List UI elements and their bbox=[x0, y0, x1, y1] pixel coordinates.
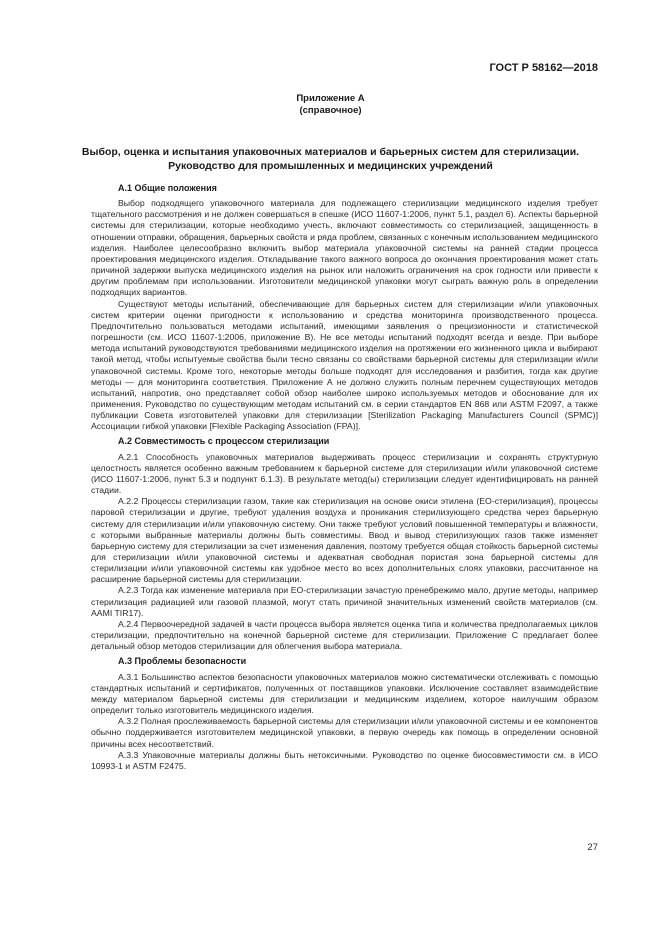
page-number: 27 bbox=[587, 842, 598, 853]
paragraph: А.3.3 Упаковочные материалы должны быть нетоксичными. Руководство по оценке биосовместимости см. в ИСО 10993-1 и ASTM F2475. bbox=[91, 749, 598, 771]
paragraph: А.2.3 Тогда как изменение материала при ЕО-стерилизации зачастую пренебрежимо мало, другие методы, например стерилизация радиацией или газовой плазмой, могут стать причиной значительных изменений свойств материалов (см. AAMI TIR17). bbox=[91, 585, 598, 618]
paragraph: А.3.2 Полная прослеживаемость барьерной системы для стерилизации и/или упаковочной системы и ее компонентов обычно поддерживается изготовителем медицинской упаковки, в первую очередь как помощь в определении основной причины всех несоответствий. bbox=[91, 716, 598, 749]
paragraph: А.3.1 Большинство аспектов безопасности упаковочных материалов можно систематически отслеживать с помощью стандартных испытаний и сертификатов, полученных от поставщиков упаковки. Исключение составляет взаимодействие между материалом барьерной системы для стерилизации и медицинским изделием, которое наилучшим образом определит только изготовитель медицинского изделия. bbox=[91, 671, 598, 716]
document-title-line-2: Руководство для промышленных и медицинских учреждений bbox=[168, 160, 493, 172]
section-heading: А.3 Проблемы безопасности bbox=[118, 656, 247, 667]
document-title bbox=[64, 145, 597, 173]
paragraph: Выбор подходящего упаковочного материала для подлежащего стерилизации медицинского изделия требует тщательного рассмотрения и не должен совершаться в спешке (ИСО 11607-1:2006, пункт 5.1, раздел 6). Аспекты барьерной системы для стерилизации, которые необходимо учесть, включают совместимость со стерилизацией, защищенность в отношении отправки, обращения, барьерных свойств и ряда проблем, связанных с конечным использованием медицинского изделия. Наиболее целесообразно включить выбор материала упаковочной системы на ранней стадии процесса проектирования медицинского изделия. Откладывание такого важного вопроса до окончания проектирования может стать причиной задержки выпуска медицинского изделия на рынок или наложить ограничения на срок годности или привести к другим проблемам при использовании. Изготовители медицинской упаковки могут сыграть важную роль в определении подходящих вариантов. bbox=[91, 198, 598, 298]
section-a3 bbox=[91, 656, 598, 772]
paragraph: А.2.4 Первоочередной задачей в части процесса выбора является оценка типа и количества предполагаемых циклов стерилизации, предпочтительно на конечной барьерной системе для стерилизации. Приложение С предлагает более детальный обзор методов стерилизации для облегчения выбора материала. bbox=[91, 618, 598, 652]
paragraph: Существуют методы испытаний, обеспечивающие для барьерных систем для стерилизации и/или упаковочных систем критерии оценки пригодности к использованию и средства мониторинга производственного процесса. Предпочтительно пользоваться методами испытаний, имеющими заявления о прецизионности и статистической погрешности (см. ИСО 11607-1:2006, приложение В). Не все методы испытаний подходят всегда и везде. При выборе метода испытаний руководствуются требованиями медицинского изделия на протяжении его жизненного цикла и выбирают такой метод, чтобы испытуемые свойства были тесно связаны со свойствами барьерной системы для стерилизации и/или упаковочной системы. Кроме того, некоторые методы больше подходят для исследования и разбития, тогда как другие методы — для мониторинга соответствия. Приложение А не должно служить полным перечнем существующих методов испытаний, напротив, оно представляет собой обзор наиболее широко используемых методов и обоснование для их применения. Руководство по существующим методам испытаний см. в серии стандартов EN 868 или ASTM F2097, а также публикации Совета изготовителей упаковки для стерилизации [Sterilization Packaging Manufacturers Council (SPMC)] Ассоциации гибкой упаковки [Flexible Packaging Association (FPA)]. bbox=[91, 298, 598, 432]
section-a2 bbox=[91, 436, 598, 652]
paragraph: А.2.1 Способность упаковочных материалов выдерживать процесс стерилизации и сохранять структурную целостность является особенно важным требованием к барьерной системе для стерилизации и/или упаковочной системе (ИСО 11607-1:2006, пункт 5.3 и подпункт 6.1.3). В результате метод(ы) стерилизации следует идентифицировать на ранней стадии. bbox=[91, 451, 598, 496]
section-a1 bbox=[91, 183, 598, 432]
document-body bbox=[91, 183, 598, 772]
appendix-kind: (справочное) bbox=[299, 105, 362, 116]
section-heading: А.2 Совместимость с процессом стерилизации bbox=[118, 436, 330, 447]
paragraph: А.2.2 Процессы стерилизации газом, такие как стерилизация на основе окиси этилена (ЕО-стерилизация), процессы паровой стерилизации и другие, требуют удаления воздуха и проникания стерилизующего средства через барьерную систему для стерилизации и/или упаковочную систему. Они также требуют условий повышенной температуры и влажности, с которыми выбранные материалы должны быть совместимы. Ввод и вывод стерилизующих газов также изменяет барьерную систему для стерилизации за счет изменения давления, поэтому требуется общая стойкость барьерной системы для стерилизации и/или упаковочной системы и адекватная свободная пористая зона барьерной системы для стерилизации и/или упаковочной системы как удобное место во всех дополнительных слоях упаковки, рассчитанное на расширение барьерной системы для стерилизации. bbox=[91, 496, 598, 585]
appendix-label: Приложение А bbox=[296, 93, 365, 104]
document-code: ГОСТ Р 58162—2018 bbox=[489, 62, 598, 74]
document-title-line-1: Выбор, оценка и испытания упаковочных материалов и барьерных систем для стерилизации. bbox=[81, 146, 580, 158]
section-heading: А.1 Общие положения bbox=[118, 183, 217, 193]
appendix-heading bbox=[0, 93, 661, 117]
